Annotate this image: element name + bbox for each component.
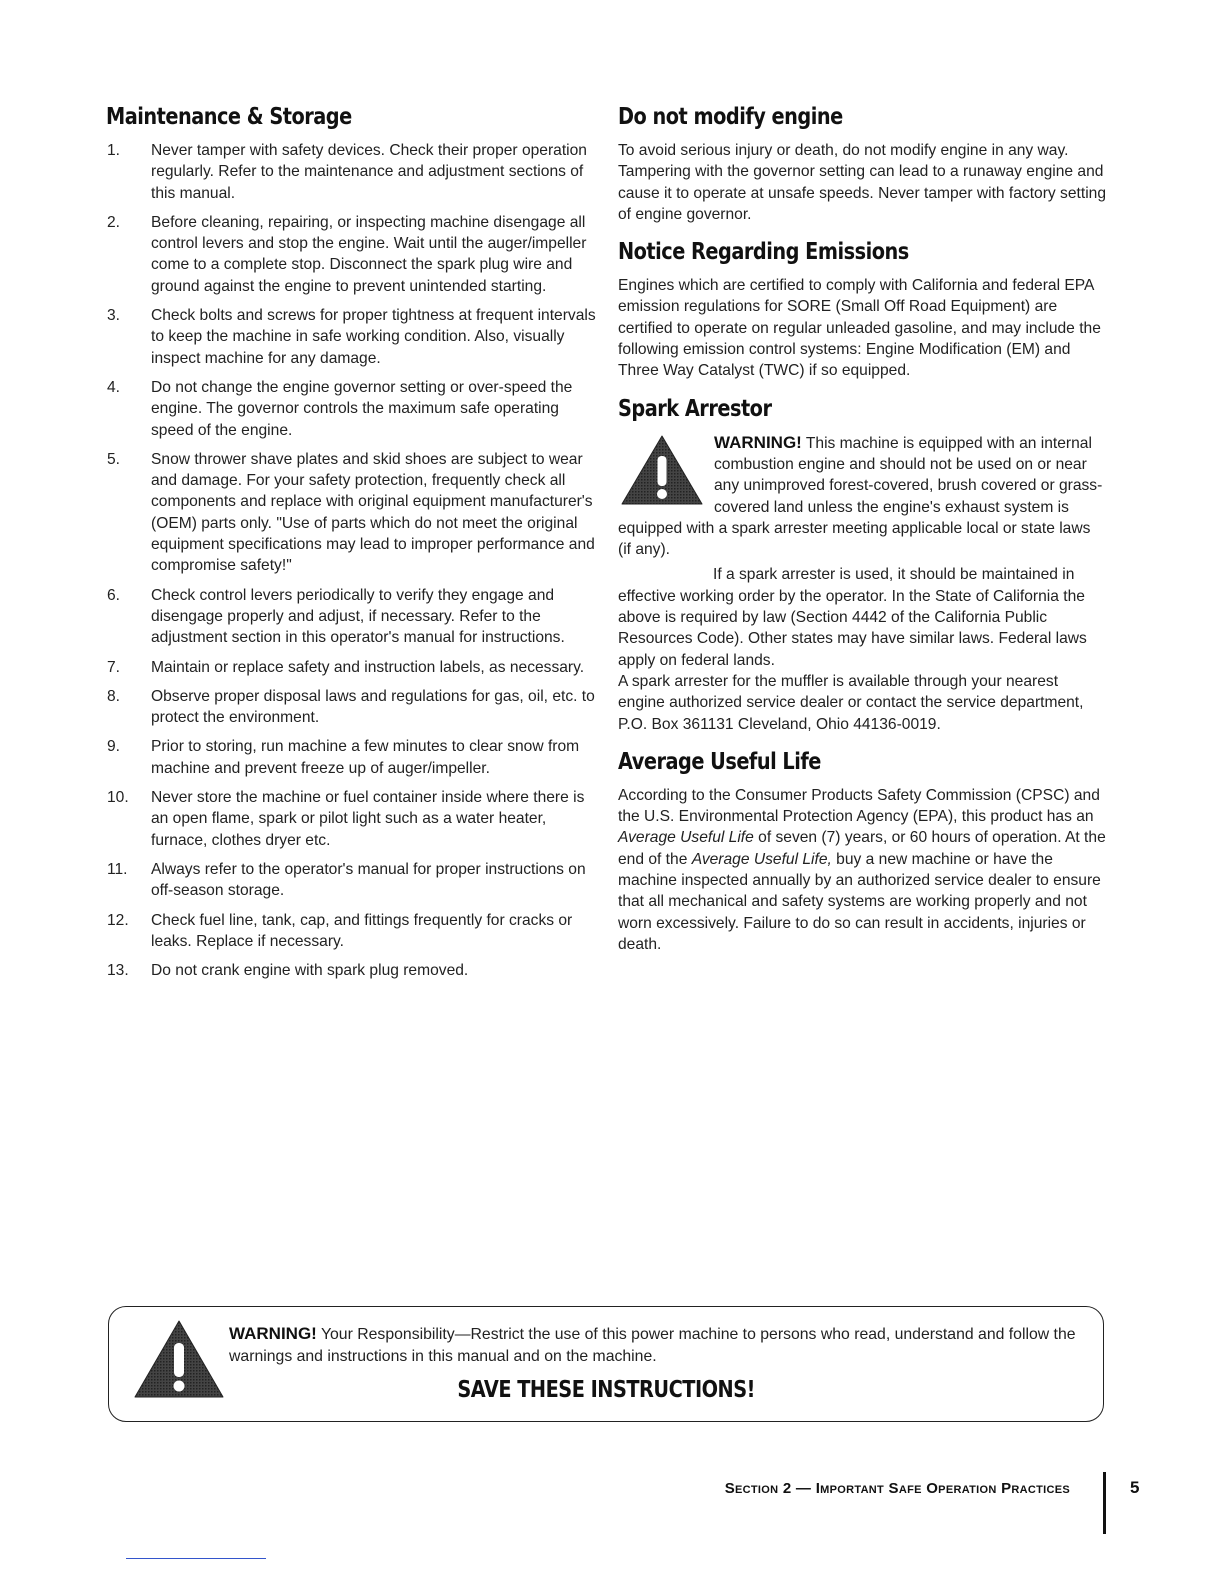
list-item-text: Before cleaning, repairing, or inspecting machine disengage all control levers and stop the engine. Wait until the auger/impeller come to a complete stop. Disconnect the spark plug wire and ground against the engine to prevent unintended starting. bbox=[151, 213, 587, 295]
footer-section-title: Section 2 — Important Safe Operation Practices bbox=[724, 1480, 1070, 1497]
list-item-number: 7. bbox=[107, 658, 121, 676]
list-item bbox=[106, 585, 598, 649]
bottom-warning-text: Your Responsibility—Restrict the use of this power machine to persons who read, understand and follow the warnings and instructions in this manual and on the machine. bbox=[229, 1326, 1076, 1365]
list-item-number: 2. bbox=[107, 213, 121, 231]
list-item bbox=[106, 377, 598, 441]
page-number: 5 bbox=[1130, 1478, 1140, 1497]
useful-life-term-1: Average Useful Life bbox=[618, 829, 754, 847]
list-item-number: 4. bbox=[107, 378, 121, 396]
useful-life-text-3: buy a new machine or have the machine inspected annually by an authorized service dealer to ensure that all mechanical and safety systems are working properly and not worn excessively. Failure to do so can result in accidents, injuries or death. bbox=[618, 850, 1101, 953]
list-item-text: Check bolts and screws for proper tightness at frequent intervals to keep the machine in safe working condition. Also, visually inspect machine for any damage. bbox=[151, 307, 596, 367]
useful-life-text-1: According to the Consumer Products Safety Commission (CPSC) and the U.S. Environmental Protection Agency (EPA), this product has an bbox=[618, 786, 1100, 826]
maintenance-heading: Maintenance & Storage bbox=[106, 104, 352, 130]
maintenance-list bbox=[106, 140, 598, 981]
list-item bbox=[106, 686, 598, 729]
arrestor-heading: Spark Arrestor bbox=[618, 395, 772, 422]
list-item-number: 5. bbox=[107, 450, 121, 468]
list-item-number: 3. bbox=[107, 307, 121, 325]
emissions-text: Engines which are certified to comply with California and federal EPA emission regulations for SORE (Small Off Road Equipment) are certified to operate on regular unleaded gasoline, and may include the following emission control systems: Engine Modification (EM) and Three Way Catalyst (TWC) if so equipped. bbox=[618, 277, 1101, 380]
useful-life-text bbox=[618, 785, 1106, 955]
list-item-text: Never store the machine or fuel container inside where there is an open flame, spark or pilot light such as a water heater, furnace, clothes dryer etc. bbox=[151, 789, 585, 849]
list-item-text: Check control levers periodically to verify they engage and disengage properly and adjust, if necessary. Refer to the adjustment section in this operator's manual for instructions. bbox=[151, 586, 565, 647]
save-instructions-text: SAVE THESE INSTRUCTIONS! bbox=[457, 1377, 755, 1403]
list-item bbox=[106, 449, 598, 577]
list-item-text: Always refer to the operator's manual for proper instructions on off-season storage. bbox=[151, 860, 586, 900]
useful-life-text-2: of seven (7) years, or 60 hours of operation. At the end of the bbox=[618, 829, 1106, 868]
list-item-text: Do not crank engine with spark plug removed. bbox=[151, 962, 469, 980]
list-item-text: Prior to storing, run machine a few minutes to clear snow from machine and prevent freeze up of auger/impeller. bbox=[151, 738, 580, 777]
useful-life-term-2: Average Useful Life, bbox=[691, 850, 832, 868]
responsibility-warning-box bbox=[108, 1306, 1104, 1422]
list-item bbox=[106, 657, 598, 678]
list-item-text: Never tamper with safety devices. Check their proper operation regularly. Refer to the maintenance and adjustment sections of this manual. bbox=[151, 142, 587, 202]
list-item bbox=[106, 960, 598, 981]
list-item-number: 11. bbox=[107, 860, 128, 878]
emissions-heading: Notice Regarding Emissions bbox=[618, 239, 909, 266]
list-item-number: 9. bbox=[107, 738, 121, 756]
list-item bbox=[106, 736, 598, 779]
arrestor-para-2: A spark arrester for the muffler is available through your nearest engine authorized service dealer or contact the service department, P.O. Box 361131 Cleveland, Ohio 44136-0019. bbox=[618, 672, 1084, 733]
warning-triangle-icon bbox=[620, 434, 704, 506]
modify-text: To avoid serious injury or death, do not modify engine in any way. Tampering with the governor setting can lead to a runaway engine and cause it to operate at unsafe speeds. Never tamper with factory setting of engine governor. bbox=[618, 142, 1106, 223]
list-item bbox=[106, 859, 598, 902]
list-item bbox=[106, 212, 598, 297]
bottom-warning-label: WARNING! bbox=[229, 1324, 317, 1343]
arrestor-warning bbox=[618, 432, 1106, 735]
right-column bbox=[618, 104, 1106, 955]
modify-heading: Do not modify engine bbox=[618, 104, 843, 130]
list-item-text: Do not change the engine governor setting or over-speed the engine. The governor controls the maximum safe operating speed of the engine. bbox=[151, 378, 573, 439]
list-item-number: 6. bbox=[107, 586, 121, 604]
list-item-text: Snow thrower shave plates and skid shoes are subject to wear and damage. For your safety protection, frequently check all components and replace with original equipment manufacturer's (OEM) parts only. "Use of parts which do not meet the original equipment specifications may lead to improper performance and compromise safety!" bbox=[151, 450, 595, 575]
list-item bbox=[106, 305, 598, 369]
useful-life-heading: Average Useful Life bbox=[618, 748, 821, 775]
list-item-number: 12. bbox=[107, 911, 129, 929]
list-item-text: Observe proper disposal laws and regulations for gas, oil, etc. to protect the environment. bbox=[151, 687, 595, 727]
maintenance-section bbox=[106, 104, 598, 989]
list-item-text: Maintain or replace safety and instruction labels, as necessary. bbox=[151, 658, 585, 676]
list-item-number: 8. bbox=[107, 687, 121, 705]
bottom-rule bbox=[126, 1558, 266, 1559]
list-item-text: Check fuel line, tank, cap, and fittings frequently for cracks or leaks. Replace if necessary. bbox=[151, 911, 573, 950]
save-instructions bbox=[109, 1377, 1103, 1403]
list-item bbox=[106, 910, 598, 953]
list-item-number: 13. bbox=[107, 962, 129, 980]
arrestor-para-1: If a spark arrester is used, it should be maintained in effective working order by the operator. In the State of California the above is required by law (Section 4442 of the California Public Resources Code). Other states may have similar laws. Federal laws apply on federal lands. bbox=[618, 566, 1087, 669]
footer-divider bbox=[1103, 1472, 1106, 1534]
list-item-number: 1. bbox=[107, 142, 121, 159]
list-item-number: 10. bbox=[107, 789, 129, 807]
arrestor-warning-label: WARNING! bbox=[714, 432, 802, 452]
arrestor-warning-text: This machine is equipped with an internal combustion engine and should not be used on or near any unimproved forest-covered, brush covered or grass-covered land unless the engine's exhaust system is equipped with a spark arrester meeting applicable local or state laws (if any). bbox=[618, 434, 1103, 559]
list-item bbox=[106, 787, 598, 851]
list-item bbox=[106, 140, 598, 204]
